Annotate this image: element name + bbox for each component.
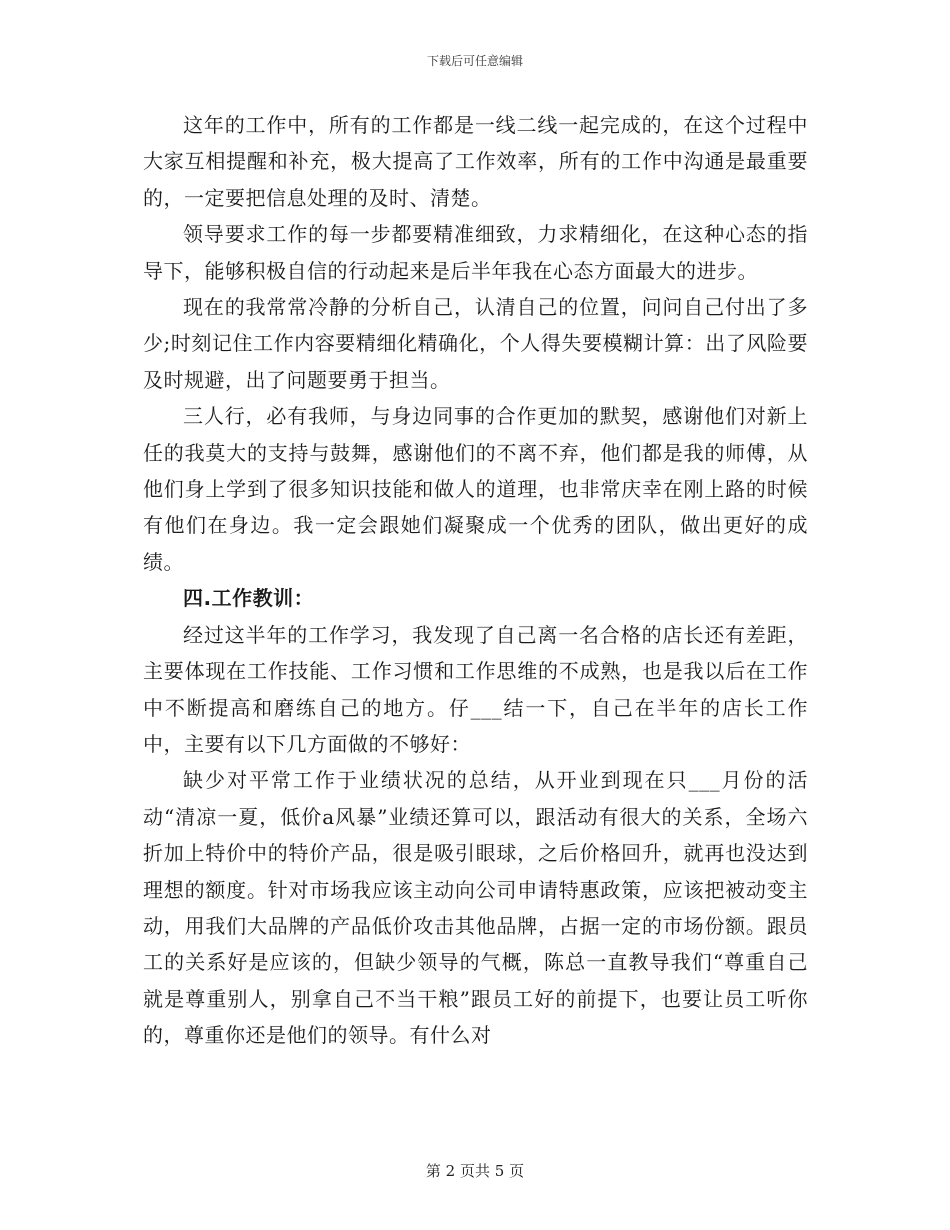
document-body (143, 107, 808, 1054)
paragraph-3: 现在的我常常冷静的分析自己，认清自己的位置，问问自己付出了多少;时刻记住工作内容要精细化精确化，个人得失要模糊计算：出了风险要及时规避，出了问题要勇于担当。 (143, 295, 808, 392)
section-heading: 四.工作教训： (183, 586, 315, 611)
paragraph-4: 三人行，必有我师，与身边同事的合作更加的默契，感谢他们对新上任的我莫大的支持与鼓舞，感谢他们的不离不弃，他们都是我的师傅，从他们身上学到了很多知识技能和做人的道理，也非常庆幸在刚上路的时候有他们在身边。我一定会跟她们凝聚成一个优秀的团队，做出更好的成绩。 (143, 404, 808, 574)
paragraph-6: 缺少对平常工作于业绩状况的总结，从开业到现在只___月份的活动“清凉一夏，低价a风暴”业绩还算可以，跟活动有很大的关系，全场六折加上特价中的特价产品，很是吸引眼球，之后价格回升，就再也没达到理想的额度。针对市场我应该主动向公司申请特惠政策，应该把被动变主动，用我们大品牌的产品低价攻击其他品牌，占据一定的市场份额。跟员工的关系好是应该的，但缺少领导的气概，陈总一直教导我们“尊重自己就是尊重别人，别拿自己不当干粮”跟员工好的前提下，也要让员工听你的，尊重你还是他们的领导。有什么对 (143, 768, 808, 1048)
page-footer: 第 2 页共 5 页 (425, 1162, 525, 1180)
paragraph-2: 领导要求工作的每一步都要精准细致，力求精细化，在这种心态的指导下，能够积极自信的行动起来是后半年我在心态方面最大的进步。 (143, 222, 808, 283)
paragraph-5: 经过这半年的工作学习，我发现了自己离一名合格的店长还有差距，主要体现在工作技能、工作习惯和工作思维的不成熟，也是我以后在工作中不断提高和磨练自己的地方。仔___结一下，自己在半年的店长工作中，主要有以下几方面做的不够好： (143, 622, 808, 756)
paragraph-1: 这年的工作中，所有的工作都是一线二线一起完成的，在这个过程中大家互相提醒和补充，极大提高了工作效率，所有的工作中沟通是最重要的，一定要把信息处理的及时、清楚。 (143, 113, 808, 210)
page-header: 下载后可任意编辑 (426, 54, 523, 68)
